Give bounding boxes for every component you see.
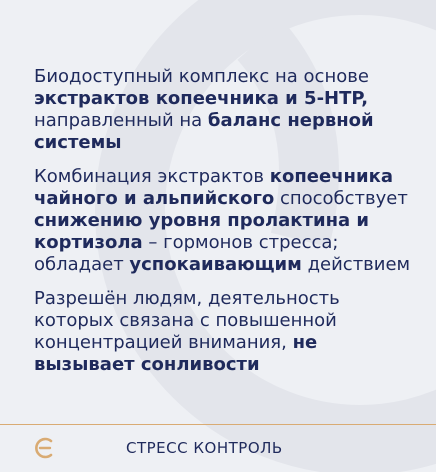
paragraph-1-bold-1: экстрактов копеечника и 5-HTP, — [34, 88, 369, 109]
paragraph-3 — [34, 288, 414, 376]
brand-logo-icon — [32, 434, 60, 462]
paragraph-3-bold-1: не вызывает сонливости — [34, 332, 318, 375]
paragraph-2-text-3: – гормонов стресса; обладает — [34, 232, 339, 275]
paragraph-2-text-2: способствует — [274, 188, 408, 209]
paragraph-1-text-1: Биодоступный комплекс на основе — [34, 66, 369, 87]
paragraph-1-bold-2: баланс нервной системы — [34, 110, 374, 153]
paragraph-2-text-1: Комбинация экстрактов — [34, 166, 270, 187]
paragraph-2-bold-3: успокаивающим — [129, 254, 302, 275]
paragraph-2-bold-2: снижению уровня пролактина и кортизола — [34, 210, 370, 253]
paragraph-3-text-1: Разрешён людям, деятельность которых связана с повышенной концентрацией внимания, — [34, 288, 340, 353]
paragraph-2-text-4: действием — [301, 254, 411, 275]
paragraph-2-bold-1: копеечника чайного и альпийского — [34, 166, 393, 209]
description-block — [34, 66, 414, 388]
paragraph-1-text-2: направленный на — [34, 110, 208, 131]
brand-name: СТРЕСС КОНТРОЛЬ — [126, 439, 283, 457]
footer — [0, 425, 436, 472]
paragraph-1 — [34, 66, 414, 154]
paragraph-2 — [34, 166, 414, 276]
